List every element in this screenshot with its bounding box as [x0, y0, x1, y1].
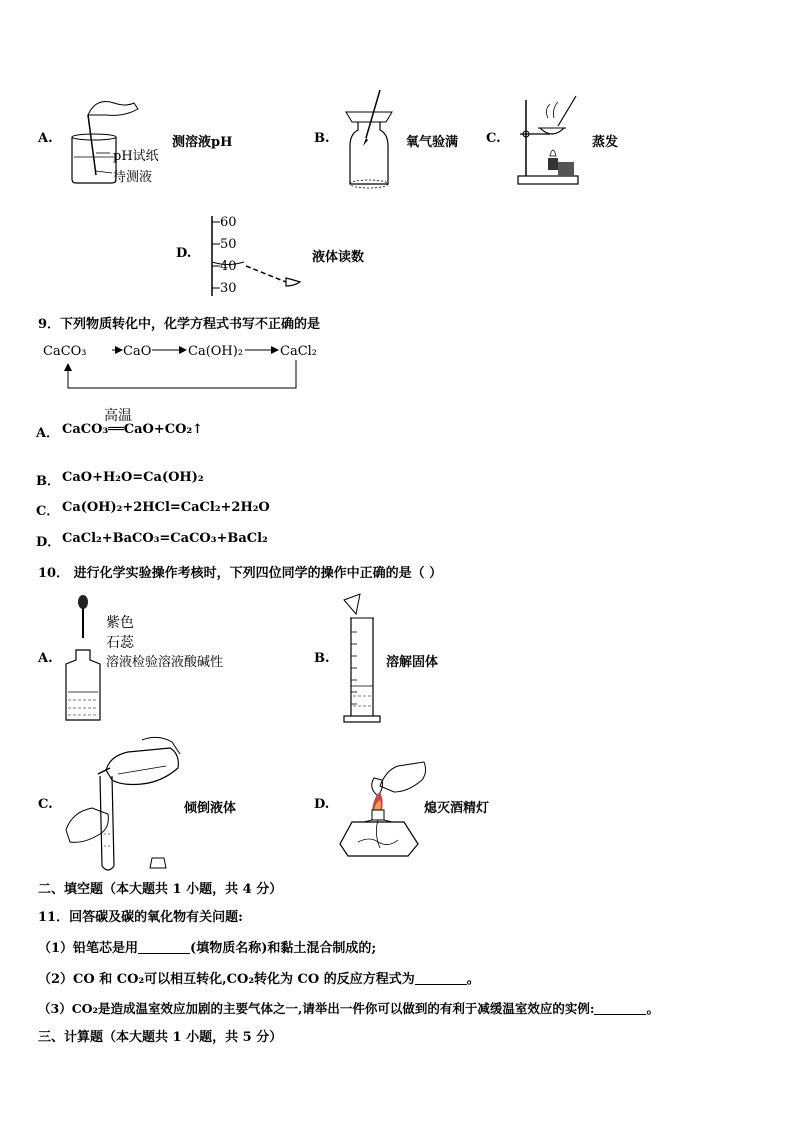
q10-option-c-text: 倾倒液体 [184, 801, 237, 816]
pouring-liquid-illustration [62, 734, 186, 876]
chain-cacl2: CaCl₂ [280, 344, 318, 359]
q10-option-a-letter: A. [38, 651, 53, 666]
q10-option-a-text: 溶液检验溶液酸碱性 [106, 655, 224, 670]
q9-option-c-letter: C． [36, 504, 60, 519]
test-liquid-label: 待测液 [113, 170, 153, 185]
section-3-title: 三、计算题（本大题共 1 小题，共 5 分） [38, 1030, 283, 1045]
conversion-diagram [40, 338, 330, 392]
q9-option-d-text: CaCl₂+BaCO₃=CaCO₃+BaCl₂ [62, 531, 268, 546]
q9-option-b-letter: B． [36, 474, 60, 489]
q8-option-d-text: 液体读数 [312, 250, 365, 265]
q10-option-b-letter: B. [314, 651, 330, 666]
q10-stem: 10． 进行化学实验操作考核时，下列四位同学的操作中正确的是（ ） [38, 566, 443, 581]
q8-option-b-text: 氧气验满 [406, 135, 459, 150]
q11-part-1 [38, 937, 376, 956]
q8-option-c-text: 蒸发 [592, 135, 619, 150]
q10-option-d-letter: D. [314, 797, 330, 812]
q8-option-b-letter: B. [314, 131, 330, 146]
litmus-label-2: 石蕊 [106, 635, 134, 651]
q11-part-2-post: 。 [466, 972, 480, 987]
cylinder-reading-illustration [208, 212, 308, 298]
q11-part-2 [38, 968, 480, 987]
tick-60: 60 [220, 215, 237, 230]
q8-option-d-letter: D. [176, 246, 192, 261]
dropper-bottle-illustration [62, 594, 106, 724]
q9-option-a-text: CaCO₃══CaO+CO₂↑ [62, 422, 204, 437]
q8-option-a-letter: A. [38, 131, 53, 146]
q11-part-1-pre: （1）铅笔芯是用 [38, 941, 139, 956]
evaporation-illustration [514, 92, 590, 190]
ph-paper-label: pH试纸 [113, 149, 159, 164]
q8-option-a-text: 测溶液pH [172, 135, 233, 150]
alcohol-lamp-illustration [338, 752, 430, 860]
q11-part-3 [38, 999, 659, 1017]
q11-part-3-post: 。 [646, 1001, 659, 1016]
tick-30: 30 [220, 281, 237, 296]
q11-part-1-post: (填物质名称)和黏土混合制成的; [190, 941, 377, 956]
answer-blank-1[interactable] [138, 941, 190, 954]
answer-blank-3[interactable] [594, 1002, 646, 1015]
q9-option-a-condition: 高温 [104, 408, 132, 424]
q9-stem: 9．下列物质转化中，化学方程式书写不正确的是 [38, 317, 321, 332]
chain-caoh2: Ca(OH)₂ [188, 344, 244, 359]
answer-blank-2[interactable] [415, 972, 467, 985]
q9-option-c-text: Ca(OH)₂+2HCl=CaCl₂+2H₂O [62, 500, 270, 515]
q9-option-a-letter: A． [36, 426, 60, 441]
q11-part-3-pre: （3）CO₂是造成温室效应加剧的主要气体之一,请举出一件你可以做到的有利于减缓温室效应的实例: [38, 1001, 595, 1016]
q11-part-2-pre: （2）CO 和 CO₂可以相互转化,CO₂转化为 CO 的反应方程式为 [38, 972, 415, 987]
q9-option-b-text: CaO+H₂O=Ca(OH)₂ [62, 470, 204, 485]
section-2-title: 二、填空题（本大题共 1 小题，共 4 分） [38, 882, 283, 897]
chain-caco3: CaCO₃ [43, 344, 87, 359]
q10-option-d-text: 熄灭酒精灯 [424, 801, 490, 816]
measuring-cylinder-illustration [340, 592, 384, 726]
q10-option-c-letter: C. [38, 797, 53, 812]
eye-icon [286, 278, 300, 286]
tick-40: 40 [220, 259, 237, 274]
q9-option-d-letter: D． [36, 535, 61, 550]
oxygen-bottle-illustration [342, 88, 398, 192]
q11-stem: 11．回答碳及碳的氧化物有关问题: [38, 910, 243, 925]
litmus-label-1: 紫色 [106, 615, 134, 631]
tick-50: 50 [220, 237, 237, 252]
q8-option-c-letter: C. [486, 131, 501, 146]
chain-cao: CaO [123, 344, 152, 359]
q10-option-b-text: 溶解固体 [386, 655, 439, 670]
